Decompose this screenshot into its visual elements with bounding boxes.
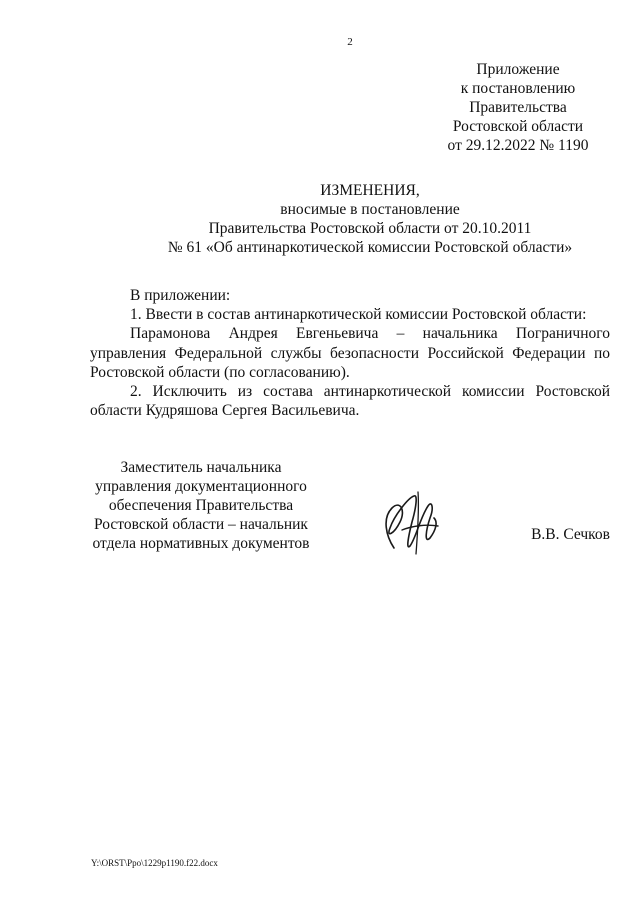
signer-title-line: отдела нормативных документов xyxy=(92,535,310,552)
item-1-heading: 1. Ввести в состав антинаркотической комиссии Ростовской области: xyxy=(130,306,587,324)
item-1-text: Парамонова Андрея Евгеньевича – начальника Пограничного управления Федеральной службы безопасности Российской Федерации по Ростовской области (по согласованию). xyxy=(90,325,610,381)
appendix-line: Ростовской области xyxy=(452,118,584,135)
title-line: Правительства Ростовской области от 20.10.2011 xyxy=(208,220,532,237)
appendix-header xyxy=(420,60,616,155)
file-path-footer: Y:\ORST\Ppo\1229p1190.f22.docx xyxy=(91,858,218,868)
signer-title-line: Ростовской области – начальник xyxy=(94,516,308,533)
signer-title xyxy=(90,458,312,553)
signer-title-line: управления документационного xyxy=(95,478,307,495)
document-title xyxy=(60,181,640,257)
title-line: № 61 «Об антинаркотической комиссии Ростовской области» xyxy=(167,239,573,256)
appendix-line: от 29.12.2022 № 1190 xyxy=(447,137,589,154)
signer-title-line: обеспечения Правительства xyxy=(108,497,294,514)
handwritten-signature xyxy=(372,488,452,560)
body-intro: В приложении: xyxy=(130,287,231,304)
document-body xyxy=(90,286,610,420)
appendix-line: Приложение xyxy=(476,61,560,78)
title-line: вносимые в постановление xyxy=(280,201,460,218)
title-heading: ИЗМЕНЕНИЯ, xyxy=(320,182,420,199)
appendix-line: к постановлению xyxy=(460,80,576,97)
page-number: 2 xyxy=(347,36,353,48)
signer-title-line: Заместитель начальника xyxy=(120,459,282,476)
appendix-line: Правительства xyxy=(469,99,567,116)
item-2-text: 2. Исключить из состава антинаркотической комиссии Ростовской области Кудряшова Сергея Васильевича. xyxy=(90,383,610,420)
signer-name: В.В. Сечков xyxy=(531,526,610,543)
